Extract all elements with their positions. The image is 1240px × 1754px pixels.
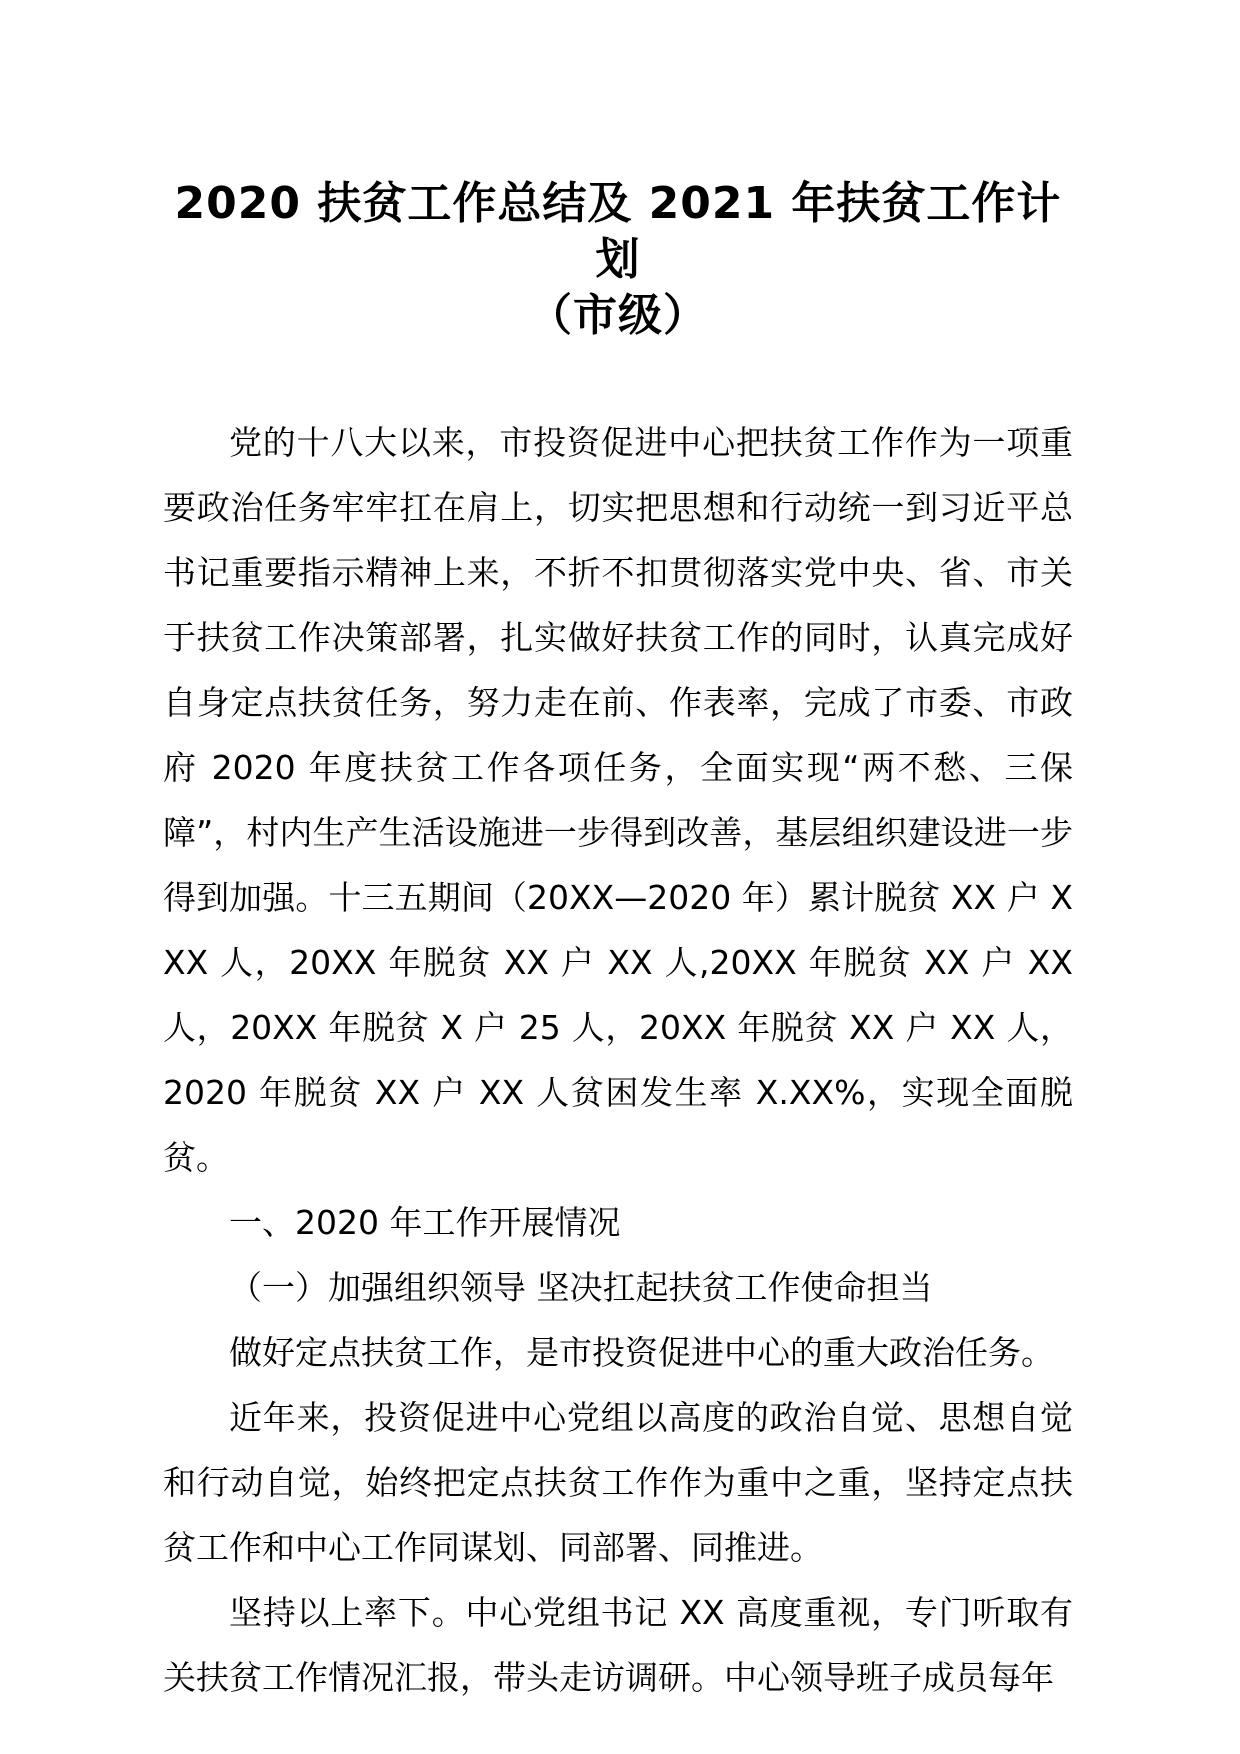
document-title-line-2: （市级） (528, 290, 708, 341)
document-title-line-1: 2020 扶贫工作总结及 2021 年扶贫工作计划 (174, 178, 1062, 285)
paragraph-political-task: 做好定点扶贫工作，是市投资促进中心的重大政治任务。 (229, 1333, 1054, 1372)
section-heading-2020-work: 一、2020 年工作开展情况 (229, 1203, 621, 1242)
document-title (163, 176, 1073, 344)
paragraph-leadership-example: 坚持以上率下。中心党组书记 XX 高度重视，专门听取有关扶贫工作情况汇报，带头走访调研。中心领导班子成员每年 (163, 1593, 1073, 1697)
subsection-heading-organization-leadership: （一）加强组织领导 坚决扛起扶贫工作使命担当 (229, 1268, 933, 1307)
document-content (163, 0, 1073, 1710)
paragraph-recent-years: 近年来，投资促进中心党组以高度的政治自觉、思想自觉和行动自觉，始终把定点扶贫工作作为重中之重，坚持定点扶贫工作和中心工作同谋划、同部署、同推进。 (163, 1398, 1073, 1567)
paragraph-intro: 党的十八大以来，市投资促进中心把扶贫工作作为一项重要政治任务牢牢扛在肩上，切实把思想和行动统一到习近平总书记重要指示精神上来，不折不扣贯彻落实党中央、省、市关于扶贫工作决策部署，扎实做好扶贫工作的同时，认真完成好自身定点扶贫任务，努力走在前、作表率，完成了市委、市政府 2020 年度扶贫工作各项任务，全面实现“两不愁、三保障”，村内生产生活设施进一步得到改善，基层组织建设进一步得到加强。十三五期间（20XX—2020 年）累计脱贫 XX 户 XXX 人，20XX 年脱贫 XX 户 XX 人,20XX 年脱贫 XX 户 XX 人，20XX 年脱贫 X 户 25 人，20XX 年脱贫 XX 户 XX 人，2020 年脱贫 XX 户 XX 人贫困发生率 X.XX%，实现全面脱贫。 (163, 423, 1073, 1177)
document-body (163, 410, 1073, 1710)
